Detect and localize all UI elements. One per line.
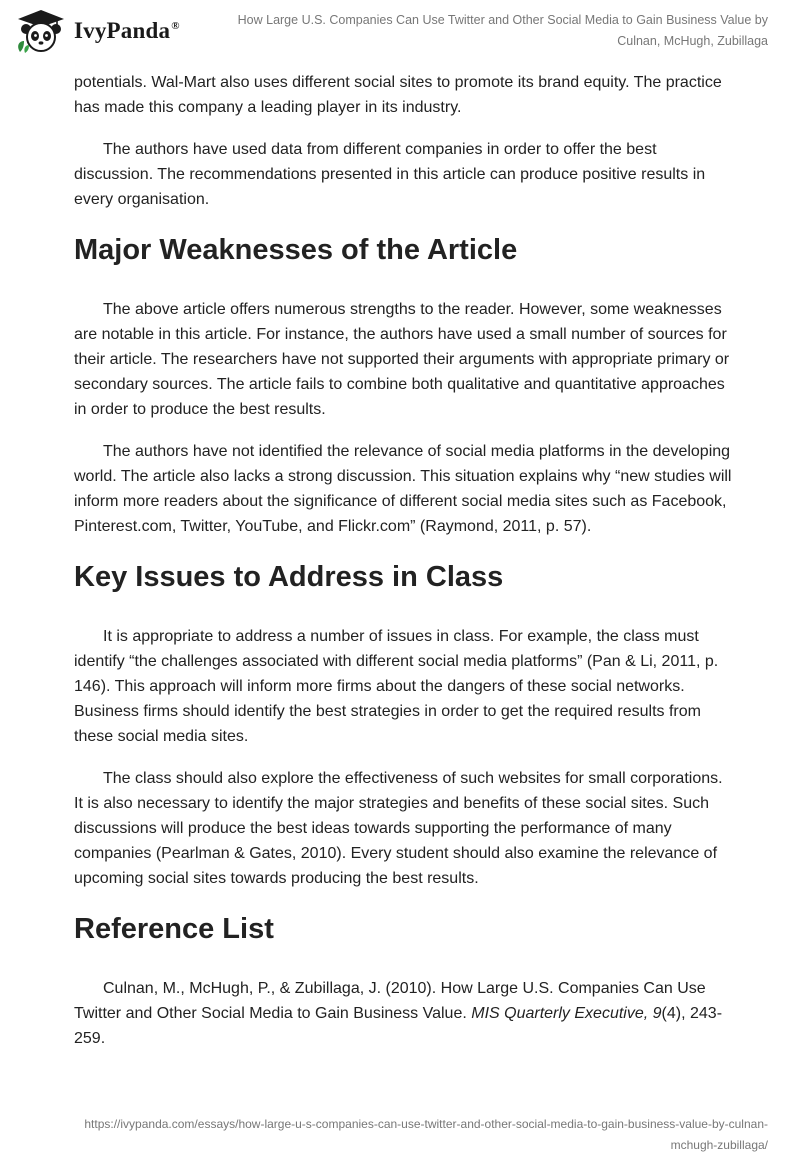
reference-journal: MIS Quarterly Executive, bbox=[471, 1005, 649, 1022]
footer-url-line: mchugh-zubillaga/ bbox=[670, 1138, 768, 1152]
paragraph: The authors have not identified the relevance of social media platforms in the developing world. The article also lacks a strong discussion. This situation explains why “new studies will inform more readers about the significance of different social media sites such as Facebook, Pinterest.com, Twitter, YouTube, and Flickr.com” (Raymond, 2011, p. 57). bbox=[74, 443, 732, 535]
ivypanda-logo[interactable] bbox=[14, 8, 180, 54]
panda-graduate-icon bbox=[14, 8, 68, 54]
section-heading-issues: Key Issues to Address in Class bbox=[74, 561, 504, 593]
reference-entry bbox=[74, 976, 734, 1051]
paragraph: It is appropriate to address a number of issues in class. For example, the class must identify “the challenges associated with different social media platforms” (Pan & Li, 2011, p. 146). This approach will inform more firms about the dangers of these social networks. Business firms should identify the best strategies in order to get the required results from these social media sites. bbox=[74, 628, 719, 745]
document-title bbox=[208, 10, 768, 52]
paragraph: The above article offers numerous strengths to the reader. However, some weaknesses are notable in this article. For instance, the authors have used a small number of sources for their article. The researchers have not supported their arguments with appropriate primary or secondary sources. The article fails to combine both qualitative and quantitative approaches in order to produce the best results. bbox=[74, 301, 730, 418]
registered-mark: ® bbox=[171, 20, 180, 33]
section-heading-references: Reference List bbox=[74, 913, 274, 945]
reference-pages: (4), 243-259. bbox=[74, 1005, 723, 1047]
brand-wordmark: IvyPanda® bbox=[74, 18, 180, 43]
page-footer-url[interactable] bbox=[28, 1114, 768, 1156]
document-title-line: Culnan, McHugh, Zubillaga bbox=[617, 34, 768, 48]
paragraph: The authors have used data from different companies in order to offer the best discussion. The recommendations presented in this article can produce positive results in every organisation. bbox=[74, 141, 706, 208]
section-heading-weaknesses: Major Weaknesses of the Article bbox=[74, 234, 518, 266]
reference-text: Culnan, M., McHugh, P., & Zubillaga, J. (2010). How Large U.S. Companies Can Use Twitter and Other Social Media to Gain Business Value. bbox=[74, 980, 706, 1022]
document-title-line: How Large U.S. Companies Can Use Twitter and Other Social Media to Gain Business Value by bbox=[237, 13, 768, 27]
paragraph: potentials. Wal-Mart also uses different social sites to promote its brand equity. The practice has made this company a leading player in its industry. bbox=[74, 74, 722, 116]
reference-volume: 9 bbox=[652, 1005, 662, 1022]
page-header bbox=[0, 0, 800, 64]
paragraph: The class should also explore the effectiveness of such websites for small corporations. It is also necessary to identify the major strategies and benefits of these social sites. Such discussions will produce the best ideas towards supporting the performance of many companies (Pearlman & Gates, 2010). Every student should also examine the relevance of upcoming social sites towards producing the best results. bbox=[74, 770, 723, 887]
article-body bbox=[74, 70, 734, 1068]
footer-url-line: https://ivypanda.com/essays/how-large-u-s-companies-can-use-twitter-and-other-social-media-to-gain-business-value-by-culnan- bbox=[84, 1117, 768, 1131]
